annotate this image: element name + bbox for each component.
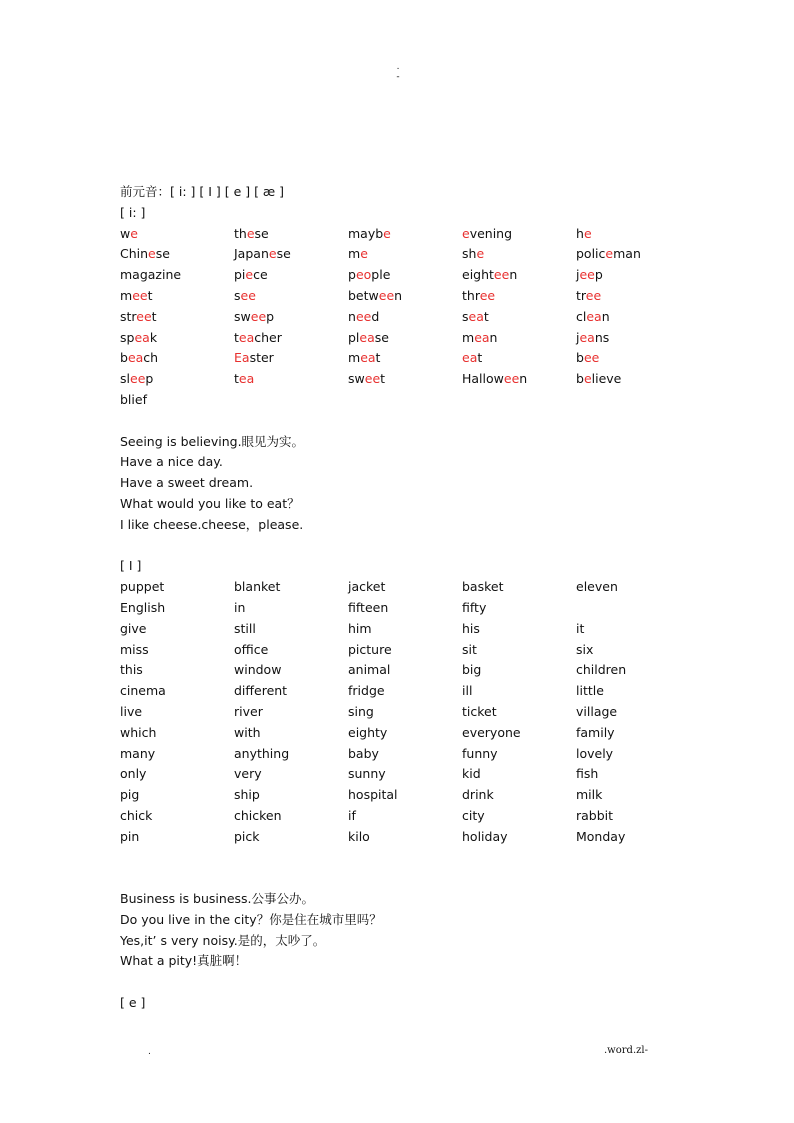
word-cell: everyone [462,724,521,740]
table-row [120,702,680,723]
word-cell: river [234,703,263,719]
word-text: tr [576,287,586,303]
word-cell: sing [348,703,374,719]
spacer [120,848,680,869]
word-cell: hospital [348,787,398,803]
word-text: blief [120,391,147,407]
word-cell [462,348,576,369]
word-text: m [462,329,475,345]
word-cell: holiday [462,828,508,844]
highlighted-letters: ee [132,287,148,303]
word-cell [348,265,462,286]
table-row [120,640,680,661]
word-text: s [462,308,469,324]
word-text: p [145,371,154,387]
word-cell [234,369,348,390]
word-cell: ticket [462,703,497,719]
word-cell [234,224,348,245]
highlighted-letters: e [462,225,470,241]
word-text: ce [253,267,268,283]
footer-watermark: .word.zl- [604,1045,648,1056]
word-cell: chick [120,807,153,823]
word-cell: village [576,703,618,719]
word-cell [462,244,576,265]
word-text: ple [371,267,391,283]
table-row [120,224,680,245]
table-row [120,660,680,681]
word-cell: his [462,620,480,636]
header-mark [394,62,402,82]
word-cell [234,307,348,328]
footer-left-mark: . [148,1047,151,1057]
highlighted-letters: e [383,225,391,241]
word-cell: different [234,683,288,699]
highlighted-letters: Ea [234,350,250,366]
highlighted-letters: ee [240,287,256,303]
word-text: s [234,287,241,303]
word-cell: him [348,620,372,636]
word-text: se [155,246,170,262]
highlighted-letters: e [245,267,254,283]
section-ii-label: [ i: ] [120,204,146,220]
word-text: t [151,308,157,324]
word-text: sp [120,329,135,345]
word-text: se [276,246,291,262]
word-cell: pin [120,828,140,844]
word-cell: if [348,807,356,823]
table-row [120,328,680,349]
word-cell [462,369,576,390]
highlighted-letters: ea [474,329,490,345]
table-row [120,681,680,702]
table-row [120,348,680,369]
word-cell: sit [462,641,477,657]
section-e-label: [ e ] [120,995,146,1011]
word-cell: funny [462,745,498,761]
word-text: k [149,329,158,345]
word-cell: little [576,683,604,699]
sentence-line: Seeing is believing.眼见为实。 [120,433,305,449]
word-cell: in [234,599,246,615]
section-i-word-table [120,577,680,847]
word-cell: puppet [120,579,165,595]
section-i-sentences [120,889,680,972]
header-mark-dot: . [396,62,400,72]
highlighted-letters: ea [127,350,144,366]
highlighted-letters: e [246,225,255,241]
word-cell: ship [234,787,260,803]
word-cell [576,224,690,245]
word-text: th [234,225,247,241]
word-cell: office [234,641,269,657]
word-cell: live [120,703,143,719]
highlighted-letters: ea [134,329,150,345]
word-text: p [266,308,275,324]
word-cell [234,244,348,265]
word-cell [576,286,690,307]
word-cell: still [234,620,256,636]
word-cell [234,265,348,286]
word-cell [234,286,348,307]
word-text: str [120,308,137,324]
table-row [120,827,680,848]
word-cell: eleven [576,579,618,595]
highlighted-letters: ee [355,308,372,324]
word-cell: anything [234,745,290,761]
table-row [120,577,680,598]
word-cell [120,348,234,369]
word-cell: city [462,807,485,823]
document-body [120,182,680,1014]
word-text: cher [254,329,282,345]
highlighted-letters: ea [238,329,255,345]
word-cell [576,244,690,265]
section-i-label: [ I ] [120,558,142,574]
word-cell [576,348,690,369]
word-cell [348,224,462,245]
sentence-line: Have a nice day. [120,454,223,470]
word-cell [348,286,462,307]
word-cell: very [234,766,262,782]
sentence-line: Have a sweet dream. [120,475,254,491]
highlighted-letters: e [583,225,592,241]
table-row [120,806,680,827]
word-cell [234,348,348,369]
word-cell: with [234,724,261,740]
highlighted-letters: e [360,246,368,262]
word-text: cl [576,308,587,324]
table-row [120,244,680,265]
word-cell [462,328,576,349]
page-title: 前元音：[ i: ] [ I ] [ e ] [ æ ] [120,184,285,199]
highlighted-letters: ea [468,308,484,324]
word-text: h [576,225,584,241]
word-cell: big [462,662,482,678]
word-text: n [394,287,403,303]
word-cell: chicken [234,807,282,823]
word-cell [462,307,576,328]
word-cell [348,348,462,369]
table-row [120,390,680,411]
highlighted-letters: ee [364,371,381,387]
word-cell: jacket [348,579,386,595]
word-cell: six [576,641,594,657]
word-text: pi [234,267,246,283]
word-text: vening [469,225,513,241]
word-cell: fifteen [348,599,389,615]
highlighted-letters: ee [479,287,496,303]
highlighted-letters: e [130,225,138,241]
word-text: ch [143,350,159,366]
word-text: n [509,267,518,283]
word-text: n [348,308,356,324]
word-cell: ill [462,683,473,699]
word-cell [120,286,234,307]
header-mark-dash: - [396,72,400,82]
word-text: n [601,308,610,324]
highlighted-letters: ea [462,350,478,366]
word-text: d [371,308,380,324]
highlighted-letters: ee [250,308,267,324]
word-cell: Monday [576,828,626,844]
sentence-line: What a pity!真脏啊！ [120,953,248,969]
word-cell: fridge [348,683,385,699]
word-text: t [380,371,386,387]
word-cell: only [120,766,147,782]
word-cell: animal [348,662,391,678]
word-text: p [348,267,356,283]
word-text: man [613,246,641,262]
word-cell: eighty [348,724,388,740]
word-text: thr [462,287,480,303]
word-text: t [483,308,489,324]
word-text: sw [234,308,251,324]
word-cell: kilo [348,828,370,844]
word-text: j [576,329,580,345]
highlighted-letters: e [148,246,156,262]
word-text: eight [462,267,494,283]
sentence-line: Do you live in the city？你是住在城市里吗？ [120,911,382,927]
word-cell [234,328,348,349]
word-text: t [147,287,153,303]
word-cell [120,390,234,411]
word-text: n [489,329,498,345]
highlighted-letters: ee [130,371,146,387]
word-text: m [120,287,133,303]
word-text: polic [576,246,606,262]
word-cell [348,244,462,265]
word-cell: pig [120,787,140,803]
word-text: Hallow [462,371,504,387]
sentence-line: Yes,it’ s very noisy.是的，太吵了。 [120,932,326,948]
highlighted-letters: ee [583,350,600,366]
word-cell: sunny [348,766,386,782]
word-cell [576,307,690,328]
word-text: mayb [348,225,384,241]
highlighted-letters: ee [378,287,395,303]
highlighted-letters: e [476,246,485,262]
word-text: Chin [120,246,149,262]
word-cell [348,328,462,349]
word-cell: drink [462,787,494,803]
word-text: Japan [234,246,269,262]
highlighted-letters: e [605,246,614,262]
word-text: pl [348,329,360,345]
word-cell [120,307,234,328]
word-cell: this [120,662,143,678]
word-cell [576,265,690,286]
table-row [120,744,680,765]
highlighted-letters: ea [586,308,602,324]
table-row [120,785,680,806]
highlighted-letters: e [268,246,277,262]
highlighted-letters: ea [238,371,255,387]
word-cell [348,307,462,328]
word-cell [120,328,234,349]
section-ii-word-table [120,224,680,411]
highlighted-letters: eo [355,267,372,283]
word-cell [576,369,690,390]
word-text: lieve [591,371,622,387]
table-row [120,723,680,744]
word-text: b [576,350,584,366]
word-text: b [576,371,584,387]
sentence-line: What would you like to eat？ [120,495,300,511]
table-row [120,764,680,785]
word-text: p [594,267,603,283]
word-text: t [234,329,239,345]
word-cell [462,286,576,307]
spacer [120,868,680,889]
word-cell [576,598,690,619]
word-cell: many [120,745,156,761]
spacer [120,972,680,993]
word-text: sw [348,371,365,387]
word-text: betw [348,287,379,303]
word-cell: which [120,724,157,740]
word-cell [462,224,576,245]
word-cell: basket [462,579,504,595]
word-cell: English [120,599,166,615]
word-cell: children [576,662,627,678]
word-cell: picture [348,641,392,657]
word-text: sh [462,246,477,262]
word-text: m [348,350,361,366]
word-cell [120,224,234,245]
highlighted-letters: ea [360,350,376,366]
word-text: t [234,371,239,387]
table-row [120,369,680,390]
word-cell: family [576,724,615,740]
word-cell [348,369,462,390]
word-cell [462,265,576,286]
table-row [120,619,680,640]
word-cell: baby [348,745,379,761]
word-text: t [375,350,381,366]
word-cell: rabbit [576,807,614,823]
word-cell [120,265,234,286]
word-text: m [348,246,361,262]
word-cell: it [576,620,585,636]
word-text: w [120,225,131,241]
highlighted-letters: ee [493,267,510,283]
highlighted-letters: ee [585,287,602,303]
word-cell: give [120,620,147,636]
word-text: t [477,350,483,366]
word-cell: miss [120,641,149,657]
highlighted-letters: ea [359,329,375,345]
word-text: j [576,267,580,283]
word-cell: kid [462,766,481,782]
word-text: ns [594,329,610,345]
word-text: sl [120,371,130,387]
table-row [120,265,680,286]
highlighted-letters: ee [136,308,152,324]
word-text: b [120,350,128,366]
table-row [120,286,680,307]
word-cell: fish [576,766,599,782]
spacer [120,536,680,557]
highlighted-letters: ea [579,329,595,345]
spacer [120,411,680,432]
sentence-line: I like cheese.cheese，please. [120,516,304,532]
section-ii-sentences [120,432,680,536]
word-cell [120,244,234,265]
highlighted-letters: ee [579,267,595,283]
word-cell: milk [576,787,603,803]
sentence-line: Business is business.公事公办。 [120,891,315,907]
table-row [120,307,680,328]
word-cell: pick [234,828,260,844]
highlighted-letters: ee [503,371,520,387]
word-text: n [519,371,528,387]
word-cell: fifty [462,599,487,615]
word-cell [120,369,234,390]
word-text: ster [249,350,274,366]
word-text: magazine [120,267,182,283]
word-cell: blanket [234,579,281,595]
word-cell: cinema [120,683,166,699]
word-text: se [374,329,389,345]
table-row [120,598,680,619]
word-text: se [254,225,269,241]
word-cell: lovely [576,745,614,761]
highlighted-letters: e [583,371,592,387]
word-cell [576,328,690,349]
word-cell: window [234,662,282,678]
